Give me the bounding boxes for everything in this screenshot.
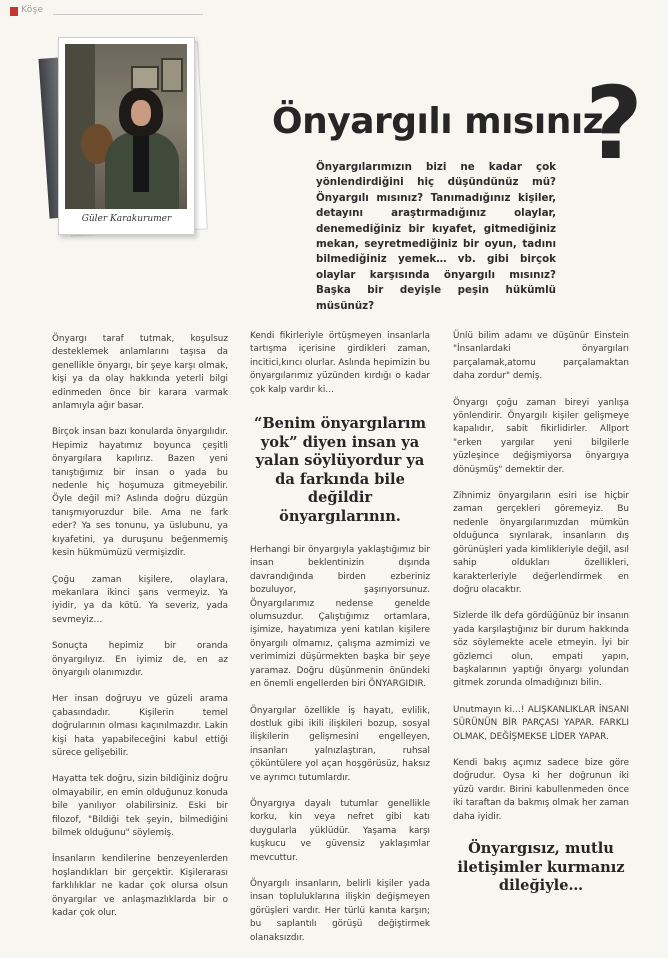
pull-quote: “Benim önyargılarım yok” diyen insan ya yalan söylüyordur ya da farkında bile değildir önyargılarının.: [253, 415, 427, 525]
paragraph: İnsanların kendilerine benzeyenlerden hoşlandıkları bir gerçektir. Kişilerarası farklılıklar ne kadar çok olursa olsun önyargılar ve anlaşmazlıklarda bir o kadar çok olur.: [52, 854, 228, 919]
author-name: Güler Karakurumer: [81, 214, 172, 224]
paragraph: Önyargılar özellikle iş hayatı, evlilik, dostluk gibi ikili ilişkileri bozup, sosyal ilişkilerin gelişmesini engelleyen, insanları yalnızlaştıran, ruhsal çöküntülere yol açan hoşgörüsüz, haksız ve ayrımcı tutumlardır.: [250, 705, 430, 783]
article-intro: Önyargılarımızın bizi ne kadar çok yönlendirdiğini hiç düşündünüz mü? Önyargılı mısınız? Tanımadığınız kişiler, detayını araştırmadığınız olaylar, denemediğiniz bir kıyafet, gitmediğiniz mekan, seyretmediğiniz bir oyun, tadını bilmediğiniz yemek… vb. gibi birçok olaylar karşısında önyargılı mısınız? Başka bir deyişle peşin hükümlü müsünüz?: [316, 161, 556, 312]
column-2: [250, 330, 430, 958]
title-question-mark: ?: [585, 65, 644, 182]
column-3: [453, 330, 629, 896]
header-rule: [53, 14, 203, 15]
author-polaroid: [58, 37, 195, 235]
section-header: [8, 5, 198, 19]
author-photo: [65, 44, 187, 209]
paragraph: Kendi fikirleriyle örtüşmeyen insanlarla tartışma içerisine girdikleri zaman, incitici,kırıcı olurlar. Aslında hepimizin bu önyargılarımız yüzünden kırdığı o kadar çok kalp vardır ki…: [250, 331, 430, 395]
paragraph: Zihnimiz önyargıların esiri ise hiçbir zaman gerçekleri göremeyiz. Bu nedenle önyargılarımızdan mümkün olduğunca sıyrılarak, insanların dış görünüşleri yada kimlikleriyle değil, asıl sahip oldukları özellikleri, karakterleriyle değerlendirmek en doğru olacaktır.: [453, 491, 629, 595]
article-title: Önyargılı mısınız: [272, 101, 604, 142]
paragraph: Sonuçta hepimiz bir oranda önyargılıyız. En iyimiz de, en az önyargılı olanımızdır.: [52, 641, 228, 678]
paragraph: Sizlerde ilk defa gördüğünüz bir insanın yada karşılaştığınız bir durum hakkında söz söylemekte acele etmeyin. İyi bir gözlemci olun, empati yapın, başkalarının yaptığı önyargı yolundan gitmek zorunda olmadığınızı bilin.: [453, 611, 629, 689]
closing-quote: Önyargısız, mutlu iletişimler kurmanız dileğiyle…: [457, 840, 625, 894]
paragraph: Birçok insan bazı konularda önyargılıdır. Hepimiz hayatımız boyunca çeşitli önyargılara kapılırız. Bazen yeni tanıştığımız bir insan o yada bu nedenle hiç hoşumuza gitmeyebilir. Öyle değil mi? Aslında doğru düzgün tanışmıyoruzdur bile. Ama ne fark eder? Ya ses tonunu, ya üslubunu, ya kıyafetini, ya duruşunu beğenmemiş kesin hükmümüzü vermişizdir.: [52, 427, 228, 559]
paragraph: Önyargı taraf tutmak, koşulsuz desteklemek anlamlarını taşısa da genellikle önyargı, bir şeye karşı olmak, kişi ya da olay hakkında yeterli bilgi edinmeden önce bir karara varmak anlamıyla ağır basar.: [52, 334, 228, 412]
section-label: Köşe: [21, 5, 44, 15]
paragraph: Çoğu zaman kişilere, olaylara, mekanlara ikinci şans vermeyiz. Ya iyidir, ya da kötü. Ya severiz, yada sevmeyiz…: [52, 574, 228, 625]
section-marker: [10, 7, 18, 16]
paragraph: Kendi bakış açımız sadece bize göre doğrudur. Oysa ki her doğrunun iki yüzü vardır. Birini kabullenmeden önce iki taraftan da bakmış olmak her zaman daha iyidir.: [453, 757, 629, 822]
column-1: [52, 333, 228, 933]
paragraph: Hayatta tek doğru, sizin bildiğiniz doğru olmayabilir, en emin olduğunuz konuda bile yanılıyor olabilirsiniz. Eski bir filozof, "Bildiği tek şeyin, bilmediğini bilmek olduğunu" söylemiş.: [52, 774, 228, 838]
paragraph: Ünlü bilim adamı ve düşünür Einstein "İnsanlardaki önyargıları parçalamak,atomu parçalamaktan daha zordur" demiş.: [453, 331, 629, 382]
paragraph: Önyargılı insanların, belirli kişiler yada insan topluluklarına ilişkin değişmeyen görüşleri vardır. Her türlü kanıta karşın; bu saplantılı görüşü değiştirmek olanaksızdır.: [250, 878, 430, 943]
paragraph: Her insan doğruyu ve güzeli arama çabasındadır. Kişilerin temel doğrularının olması kaçınılmazdır. Lakin kişi hata yapabileceğini kabul ettiği sürece gelişebilir.: [52, 694, 228, 758]
paragraph: Herhangi bir önyargıyla yaklaştığımız bir insan beklentinizin dışında davrandığında birden ezberiniz bozuluyor, şaşırıyorsunuz. Önyargılarımız nedense genelde olumsuzdur. Çalıştığımız ortamlara, işimize, hayatımıza yeni katılan kişilere önyargılı olmamız, çalışma azmimizi ve verimimizi düşürmekten başka bir şeye yaramaz. Doğru düşünmenin önündeki en önemli engellerden biri ÖNYARGIDIR.: [250, 545, 430, 690]
paragraph: Önyargı çoğu zaman bireyi yanlışa yönlendirir. Önyargılı kişiler gelişmeye kapalıdır, sabit fikirlidirler. Allport "erken yargılar yeni bilgilerle yüzleşince değişmiyorsa önyargıya dönüşmüş" demektir der.: [453, 397, 629, 475]
paragraph: Unutmayın ki…! ALIŞKANLIKLAR İNSANI SÜRÜNÜN BİR PARÇASI YAPAR. FARKLI OLMAK, DEĞİŞMEKSE LİDER YAPAR.: [453, 704, 629, 742]
paragraph: Önyargıya dayalı tutumlar genellikle korku, kin veya nefret gibi katı duygularla yüklüdür. Yaşama karşı kuşkucu ve güvensiz yaklaşımlar mevcuttur.: [250, 798, 430, 863]
